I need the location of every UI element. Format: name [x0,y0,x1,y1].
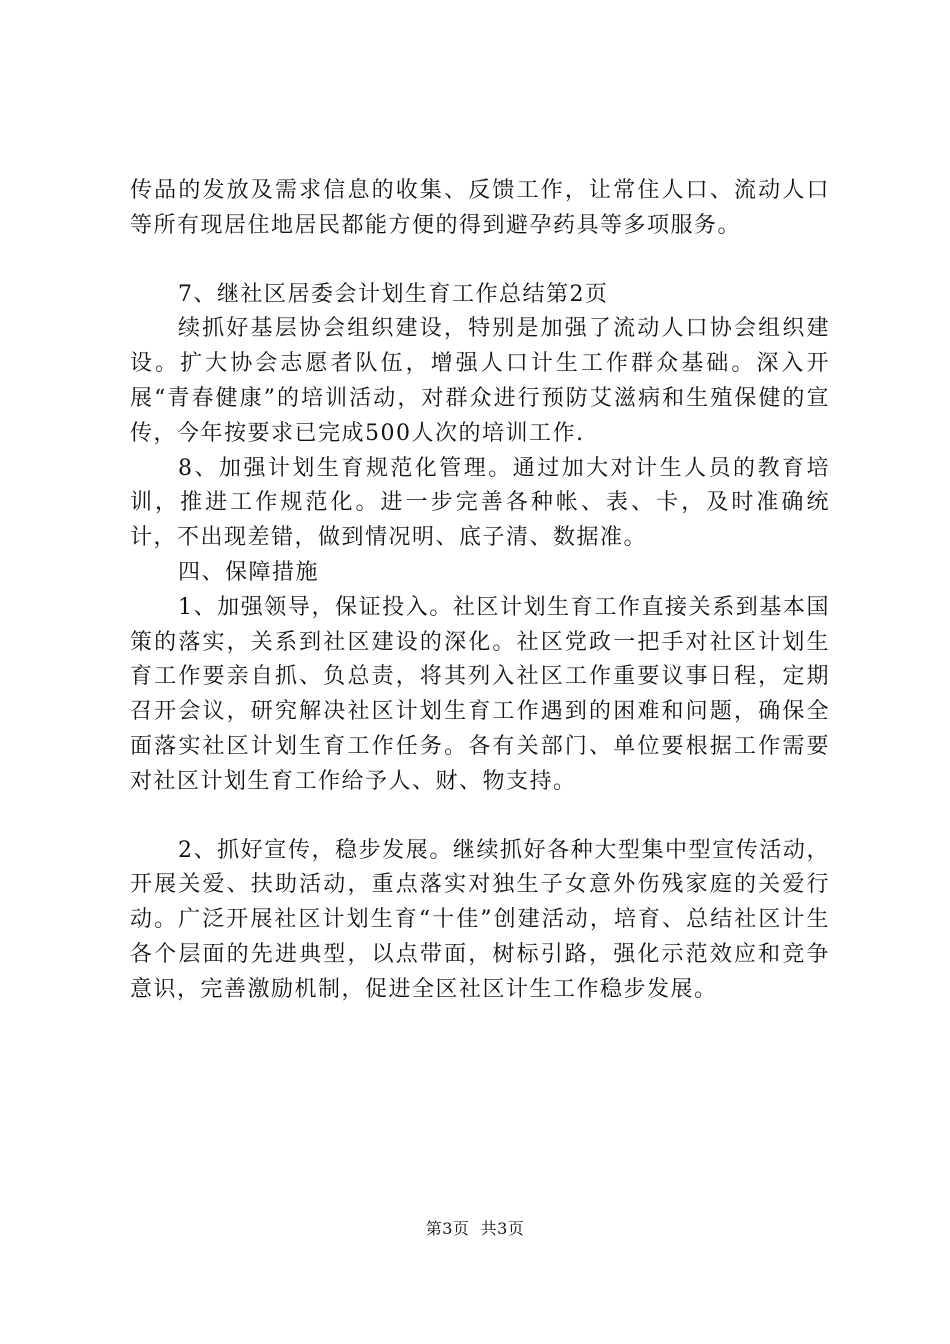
paragraph-item-7-heading: 7、继社区居委会计划生育工作总结第2页 [178,281,609,307]
paragraph-spacer [130,800,830,834]
page-number-label: 第3页 共3页 [425,1219,525,1238]
document-body [130,174,830,1008]
paragraph-services-continuation: 传品的发放及需求信息的收集、反馈工作，让常住人口、流动人口等所有现居住地居民都能方便的得到避孕药具等多项服务。 [130,178,830,238]
paragraph-safeguard-1-leadership: 1、加强领导，保证投入。社区计划生育工作直接关系到基本国策的落实，关系到社区建设的深化。社区党政一把手对社区计划生育工作要亲自抓、负总责，将其列入社区工作重要议事日程，定期召开会议，研究解决社区计划生育工作遇到的困难和问题，确保全面落实社区计划生育工作任务。各有关部门、单位要根据工作需要对社区计划生育工作给予人、财、物支持。 [130,594,830,794]
paragraph-spacer [130,244,830,278]
paragraph-safeguard-2-publicity: 2、抓好宣传，稳步发展。继续抓好各种大型集中型宣传活动，开展关爱、扶助活动，重点落实对独生子女意外伤残家庭的关爱行动。广泛开展社区计划生育“十佳”创建活动，培育、总结社区计生各个层面的先进典型，以点带面，树标引路，强化示范效应和竞争意识，完善激励机制，促进全区社区计生工作稳步发展。 [130,837,830,1002]
page-footer [0,1216,950,1239]
paragraph-item-8-standardization: 8、加强计划生育规范化管理。通过加大对计生人员的教育培训，推进工作规范化。进一步完善各种帐、表、卡，及时准确统计，不出现差错，做到情况明、底子清、数据准。 [130,455,830,551]
section-heading-safeguards: 四、保障措施 [178,559,320,585]
paragraph-association-building: 续抓好基层协会组织建设，特别是加强了流动人口协会组织建设。扩大协会志愿者队伍，增强人口计生工作群众基础。深入开展“青春健康”的培训活动，对群众进行预防艾滋病和生殖保健的宣传，今年按要求已完成500人次的培训工作. [130,316,830,446]
